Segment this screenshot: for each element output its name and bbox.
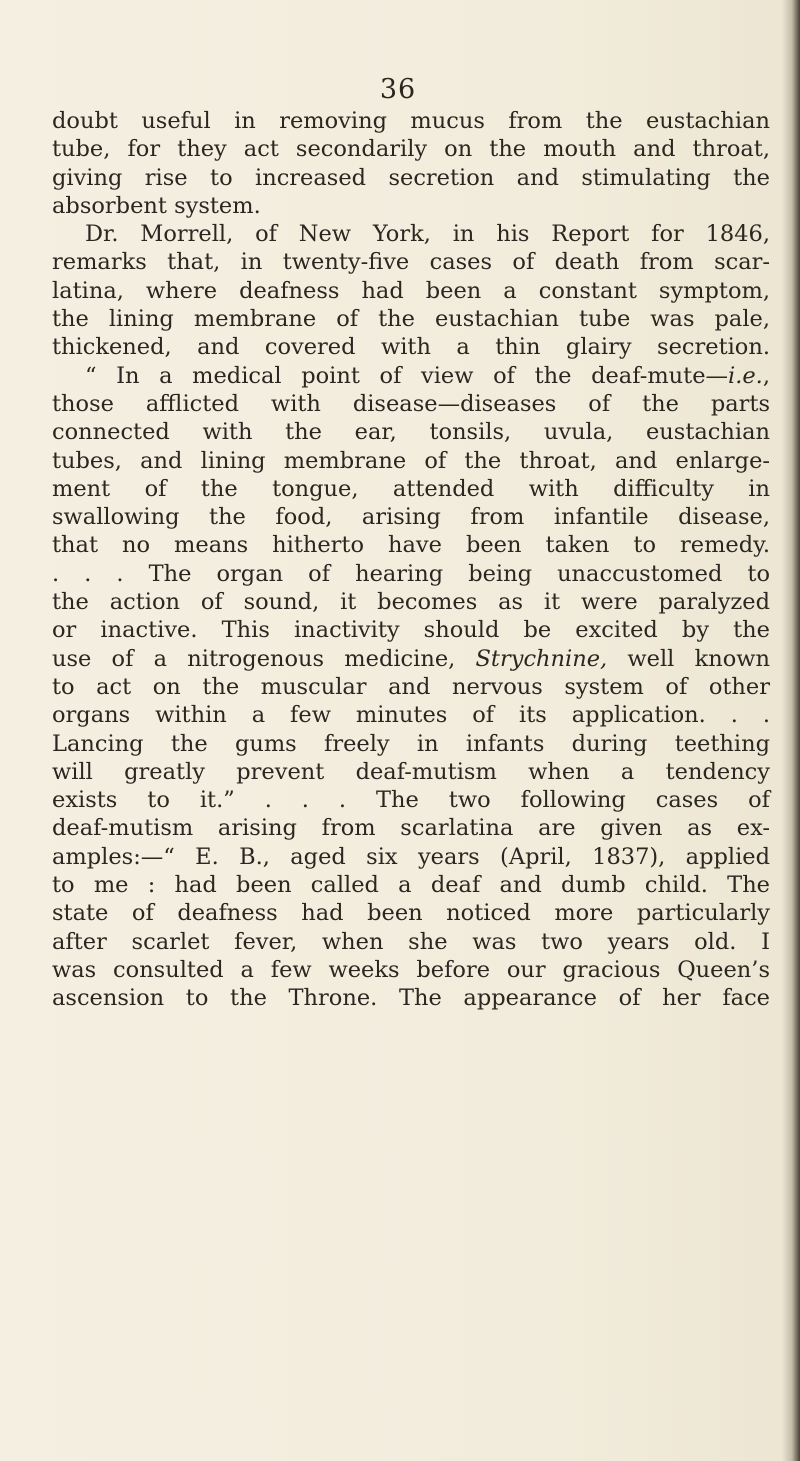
- text-segment: tube, for they act secondarily on the mouth and throat,: [52, 136, 770, 163]
- text-segment: after scarlet fever, when she was two years old. I: [52, 928, 770, 955]
- text-line: [52, 305, 770, 333]
- text-segment: Lancing the gums freely in infants during teething: [52, 730, 770, 757]
- page-edge-shadow: [782, 0, 800, 1461]
- text-segment: ,: [762, 362, 770, 389]
- text-line: [52, 899, 770, 927]
- text-segment: deaf-mutism arising from scarlatina are given as ex-: [52, 815, 770, 842]
- text-segment: remarks that, in twenty-five cases of death from scar-: [52, 249, 770, 276]
- text-line: [52, 928, 770, 956]
- text-line: [52, 730, 770, 758]
- text-segment: amples:—“ E. B., aged six years (April, 1837), applied: [52, 843, 770, 870]
- text-line: [52, 786, 770, 814]
- text-line: [52, 673, 770, 701]
- text-segment: use of a nitrogenous medicine,: [52, 645, 476, 672]
- text-line: [52, 814, 770, 842]
- text-segment: state of deafness had been noticed more particularly: [52, 900, 770, 927]
- text-line: [52, 447, 770, 475]
- body-text: [52, 107, 770, 1013]
- text-segment: tubes, and lining membrane of the throat, and enlarge-: [52, 447, 770, 474]
- text-segment: was consulted a few weeks before our gracious Queen’s: [52, 956, 770, 983]
- italic-text: Strychnine,: [475, 645, 608, 672]
- text-line: [52, 645, 770, 673]
- text-line: [52, 192, 770, 220]
- text-segment: the action of sound, it becomes as it were paralyzed: [52, 589, 770, 616]
- text-line: [52, 107, 770, 135]
- text-segment: connected with the ear, tonsils, uvula, eustachian: [52, 419, 770, 446]
- text-segment: to act on the muscular and nervous system of other: [52, 673, 770, 700]
- text-segment: “ In a medical point of view of the deaf-mute—: [85, 362, 729, 389]
- text-segment: the lining membrane of the eustachian tube was pale,: [52, 306, 770, 333]
- text-line: [52, 333, 770, 361]
- text-segment: absorbent system.: [52, 192, 261, 219]
- text-segment: . . . The organ of hearing being unaccustomed to: [52, 560, 770, 587]
- text-line: [52, 248, 770, 276]
- text-line: [52, 871, 770, 899]
- text-segment: to me : had been called a deaf and dumb child. The: [52, 872, 770, 899]
- text-line: [52, 560, 770, 588]
- text-line: [52, 956, 770, 984]
- text-line: [52, 758, 770, 786]
- text-line: [52, 984, 770, 1012]
- text-segment: ment of the tongue, attended with difficulty in: [52, 475, 770, 502]
- text-segment: Dr. Morrell, of New York, in his Report for 1846,: [85, 221, 770, 248]
- text-segment: swallowing the food, arising from infantile disease,: [52, 504, 770, 531]
- text-line: [52, 701, 770, 729]
- text-line: [52, 616, 770, 644]
- text-line: [52, 220, 770, 248]
- text-line: [52, 503, 770, 531]
- text-segment: will greatly prevent deaf-mutism when a tendency: [52, 758, 770, 785]
- text-segment: organs within a few minutes of its application. . .: [52, 702, 770, 729]
- text-segment: thickened, and covered with a thin glairy secretion.: [52, 334, 770, 361]
- text-segment: or inactive. This inactivity should be excited by the: [52, 617, 770, 644]
- text-line: [52, 475, 770, 503]
- text-line: [52, 843, 770, 871]
- text-line: [52, 588, 770, 616]
- text-segment: doubt useful in removing mucus from the eustachian: [52, 108, 770, 134]
- text-line: [52, 531, 770, 559]
- text-segment: exists to it.” . . . The two following cases of: [52, 787, 770, 814]
- text-line: [52, 135, 770, 163]
- text-segment: ascension to the Throne. The appearance of her face: [52, 985, 770, 1012]
- text-segment: that no means hitherto have been taken to remedy.: [52, 532, 770, 559]
- text-line: [52, 164, 770, 192]
- text-segment: giving rise to increased secretion and stimulating the: [52, 164, 770, 191]
- text-segment: latina, where deafness had been a constant symptom,: [52, 277, 770, 304]
- text-line: [52, 362, 770, 390]
- text-line: [52, 418, 770, 446]
- text-line: [52, 390, 770, 418]
- text-segment: well known: [607, 645, 770, 672]
- italic-text: i.e.: [728, 362, 763, 389]
- text-line: [52, 277, 770, 305]
- page-number: 36: [379, 74, 417, 105]
- text-segment: those afflicted with disease—diseases of the parts: [52, 390, 770, 417]
